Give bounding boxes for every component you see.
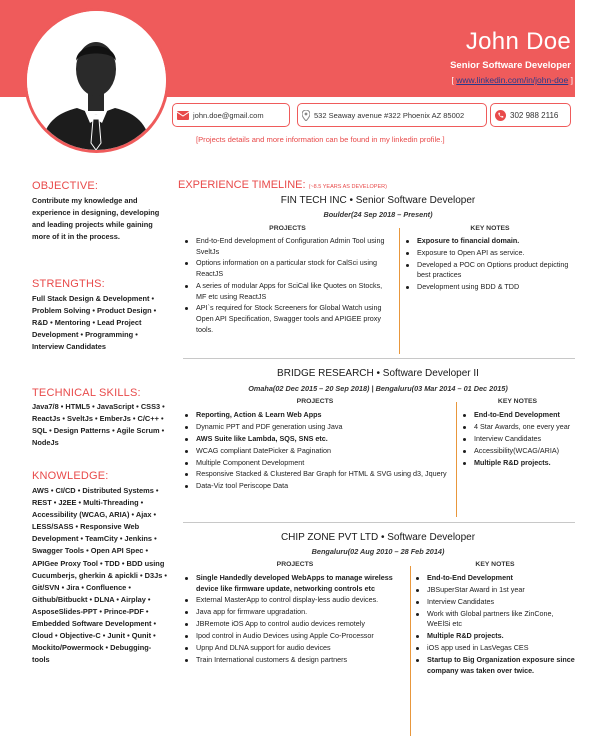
- list-item: Train International customers & design partners: [183, 655, 405, 666]
- list-item: Multiple R&D projects.: [414, 631, 578, 642]
- list-item: End-to-End Development: [461, 410, 579, 421]
- key-notes-header: KEY NOTES: [497, 398, 538, 405]
- list-item: Ipod control in Audio Devices using Apple Co-Processor: [183, 631, 405, 642]
- section-divider: [183, 358, 575, 359]
- technical-skills-title: TECHNICAL SKILLS:: [32, 387, 141, 399]
- linkedin-line: [ www.linkedin.com/in/john-doe ]: [451, 75, 573, 85]
- list-item: Interview Candidates: [461, 434, 579, 445]
- location-pin-icon: [302, 110, 310, 121]
- strengths-text: Full Stack Design & Development • Problem Solving • Product Design • R&D • Mentoring • Lead Project Development • Programming • Interview Candidates: [32, 294, 157, 352]
- column-divider: [456, 402, 457, 517]
- list-item: Development using BDD & TDD: [404, 282, 576, 293]
- list-item: WCAG compliant DatePicker & Pagination: [183, 446, 453, 457]
- list-item: iOS app used in LasVegas CES: [414, 643, 578, 654]
- job-dates: Bengaluru(02 Aug 2010 – 28 Feb 2014): [311, 547, 445, 556]
- job-notes-list: [404, 236, 576, 294]
- list-item: JBSuperStar Award in 1st year: [414, 585, 578, 596]
- list-item: A series of modular Apps for SciCal like Quotes on Stocks, MF etc using ReactJS: [183, 281, 393, 302]
- job-notes-list: [414, 573, 578, 677]
- experience-years: (~8.5 YEARS AS DEVELOPER): [308, 184, 387, 190]
- job-company-title: FIN TECH INC • Senior Software Developer: [280, 195, 476, 206]
- list-item: 4 Star Awards, one every year: [461, 422, 579, 433]
- email-text: john.doe@gmail.com: [193, 110, 264, 120]
- job-projects-list: [183, 236, 393, 337]
- projects-header: PROJECTS: [276, 561, 314, 568]
- knowledge-text: AWS • CI/CD • Distributed Systems • REST • J2EE • Multi-Threading • Accessibility (WCAG, ARIA) • Ajax • LESS/SASS • Responsive Web Development • TeamCity • Jenkins • Swagger Tools • Open API Spec • APIGee Proxy Tool • TDD • BDD using Cucumberjs, gherkin & apickli • D3Js • Git/SVN • Jira • Confluence • Github/Bitbuckt • DLNA • Airplay • AsposeSlides-PPT • Prince-PDF • Embedded Software Development • Cloud • Objective-C • Junit • Qunit • Mockito/Powermock • Debugging-tools: [32, 486, 167, 665]
- projects-header: PROJECTS: [296, 398, 334, 405]
- linkedin-link[interactable]: www.linkedin.com/in/john-doe: [456, 75, 569, 85]
- section-divider: [183, 522, 575, 523]
- objective-text: Contribute my knowledge and experience in designing, developing and leading projects while gaining more of it in the process.: [32, 196, 160, 242]
- technical-skills-text: Java7/8 • HTML5 • JavaScript • CSS3 • ReactJs • SveltJs • EmberJs • C/C++ • SQL • Design Patterns • Agile Scrum • NodeJs: [32, 402, 165, 448]
- projects-header: PROJECTS: [269, 225, 306, 232]
- list-item: Data-Viz tool Periscope Data: [183, 481, 453, 492]
- list-item: Reporting, Action & Learn Web Apps: [183, 410, 453, 421]
- key-notes-header: KEY NOTES: [470, 225, 510, 232]
- job-projects-list: [183, 573, 405, 667]
- list-item: Java app for firmware upgradation.: [183, 607, 405, 618]
- job-dates: Omaha(02 Dec 2015 – 20 Sep 2018) | Bengaluru(03 Mar 2014 – 01 Dec 2015): [248, 384, 508, 393]
- column-divider: [399, 228, 400, 354]
- list-item: Exposure to financial domain.: [404, 236, 576, 247]
- list-item: Upnp And DLNA support for audio devices: [183, 643, 405, 654]
- list-item: AWS Suite like Lambda, SQS, SNS etc.: [183, 434, 453, 445]
- list-item: Multiple Component Development: [183, 458, 453, 469]
- column-divider: [410, 566, 411, 736]
- knowledge-title: KNOWLEDGE:: [32, 470, 109, 482]
- list-item: API`s required for Stock Screeners for Global Watch using Open API Specification, Swagger tools and APIGEE proxy tools.: [183, 303, 393, 335]
- list-item: Accessibility(WCAG/ARIA): [461, 446, 579, 457]
- list-item: Dynamic PPT and PDF generation using Java: [183, 422, 453, 433]
- address-box: [297, 103, 487, 127]
- list-item: End-to-End development of Configuration Admin Tool using SveltJs: [183, 236, 393, 257]
- list-item: Exposure to Open API as service.: [404, 248, 576, 259]
- job-company-title: CHIP ZONE PVT LTD • Software Developer: [280, 532, 476, 543]
- list-item: Responsive Stacked & Clustered Bar Graph for HTML & SVG using d3, Jquery: [183, 469, 453, 480]
- job-company-title: BRIDGE RESEARCH • Software Developer II: [277, 368, 479, 379]
- job-notes-list: [461, 410, 579, 469]
- list-item: JBRemote iOS App to control audio devices remotely: [183, 619, 405, 630]
- list-item: External MasterApp to control display-less audio devices.: [183, 595, 405, 606]
- list-item: Startup to Big Organization exposure since company was taken over twice.: [414, 655, 578, 676]
- job-dates: Boulder(24 Sep 2018 – Present): [323, 210, 433, 219]
- candidate-name: John Doe: [465, 28, 571, 55]
- email-box[interactable]: [172, 103, 290, 127]
- objective-title: OBJECTIVE:: [32, 180, 99, 192]
- list-item: Single Handedly developed WebApps to manage wireless device like firmware update, networking controls etc: [183, 573, 405, 594]
- list-item: Multiple R&D projects.: [461, 458, 579, 469]
- job-projects-list: [183, 410, 453, 493]
- list-item: Interview Candidates: [414, 597, 578, 608]
- phone-icon: [495, 110, 506, 121]
- candidate-role: Senior Software Developer: [450, 60, 571, 71]
- list-item: Options information on a particular stock for CalSci using ReactJS: [183, 258, 393, 279]
- phone-text: 302 988 2116: [510, 110, 559, 120]
- list-item: Developed a POC on Options product depicting best practices: [404, 260, 576, 281]
- phone-box[interactable]: [490, 103, 571, 127]
- list-item: Work with Global partners like ZinCone, WeElSi etc: [414, 609, 578, 630]
- list-item: End-to-End Development: [414, 573, 578, 584]
- experience-timeline-title: EXPERIENCE TIMELINE: (~8.5 YEARS AS DEVELOPER): [178, 179, 387, 191]
- avatar: [24, 8, 169, 153]
- person-silhouette-icon: [27, 11, 166, 150]
- address-text: 532 Seaway avenue #322 Phoenix AZ 85002: [314, 110, 465, 120]
- key-notes-header: KEY NOTES: [475, 561, 515, 568]
- linkedin-note: [Projects details and more information can be found in my linkedin profile.]: [196, 135, 445, 144]
- envelope-icon: [177, 111, 189, 120]
- strengths-title: STRENGTHS:: [32, 278, 105, 290]
